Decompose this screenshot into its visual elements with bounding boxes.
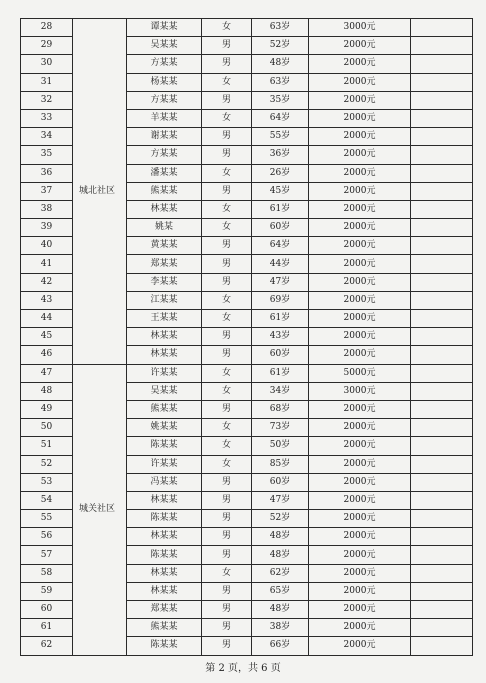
row-number-cell: 57 [21, 546, 73, 564]
name-cell: 王某某 [127, 310, 202, 328]
gender-cell: 男 [202, 546, 252, 564]
amount-cell: 2000元 [309, 310, 411, 328]
amount-cell: 2000元 [309, 182, 411, 200]
amount-cell: 2000元 [309, 582, 411, 600]
blank-cell [411, 310, 473, 328]
gender-cell: 男 [202, 237, 252, 255]
row-number-cell: 36 [21, 164, 73, 182]
amount-cell: 2000元 [309, 37, 411, 55]
blank-cell [411, 37, 473, 55]
gender-cell: 女 [202, 419, 252, 437]
row-number-cell: 39 [21, 219, 73, 237]
gender-cell: 女 [202, 73, 252, 91]
name-cell: 谢某某 [127, 128, 202, 146]
name-cell: 陈某某 [127, 546, 202, 564]
amount-cell: 2000元 [309, 510, 411, 528]
row-number-cell: 30 [21, 55, 73, 73]
amount-cell: 2000元 [309, 455, 411, 473]
amount-cell: 2000元 [309, 291, 411, 309]
age-cell: 69岁 [252, 291, 309, 309]
row-number-cell: 44 [21, 310, 73, 328]
amount-cell: 2000元 [309, 528, 411, 546]
row-number-cell: 56 [21, 528, 73, 546]
age-cell: 38岁 [252, 619, 309, 637]
amount-cell: 2000元 [309, 546, 411, 564]
age-cell: 60岁 [252, 473, 309, 491]
blank-cell [411, 473, 473, 491]
page-footer: 第 2 页，共 6 页 [205, 663, 281, 674]
blank-cell [411, 637, 473, 655]
table-body [21, 19, 473, 656]
blank-cell [411, 182, 473, 200]
amount-cell: 2000元 [309, 400, 411, 418]
name-cell: 林某某 [127, 528, 202, 546]
age-cell: 48岁 [252, 601, 309, 619]
blank-cell [411, 91, 473, 109]
row-number-cell: 45 [21, 328, 73, 346]
name-cell: 林某某 [127, 200, 202, 218]
amount-cell: 2000元 [309, 619, 411, 637]
gender-cell: 女 [202, 382, 252, 400]
blank-cell [411, 273, 473, 291]
gender-cell: 女 [202, 564, 252, 582]
row-number-cell: 47 [21, 364, 73, 382]
name-cell: 林某某 [127, 346, 202, 364]
gender-cell: 女 [202, 109, 252, 127]
blank-cell [411, 146, 473, 164]
age-cell: 35岁 [252, 91, 309, 109]
blank-cell [411, 437, 473, 455]
row-number-cell: 53 [21, 473, 73, 491]
blank-cell [411, 109, 473, 127]
age-cell: 61岁 [252, 310, 309, 328]
gender-cell: 女 [202, 164, 252, 182]
row-number-cell: 41 [21, 255, 73, 273]
amount-cell: 2000元 [309, 164, 411, 182]
gender-cell: 女 [202, 455, 252, 473]
amount-cell: 2000元 [309, 146, 411, 164]
gender-cell: 男 [202, 619, 252, 637]
row-number-cell: 61 [21, 619, 73, 637]
row-number-cell: 35 [21, 146, 73, 164]
amount-cell: 5000元 [309, 364, 411, 382]
amount-cell: 2000元 [309, 219, 411, 237]
gender-cell: 男 [202, 255, 252, 273]
amount-cell: 2000元 [309, 237, 411, 255]
age-cell: 50岁 [252, 437, 309, 455]
blank-cell [411, 219, 473, 237]
name-cell: 杨某某 [127, 73, 202, 91]
gender-cell: 男 [202, 328, 252, 346]
name-cell: 郑某某 [127, 601, 202, 619]
name-cell: 许某某 [127, 455, 202, 473]
table-row [21, 364, 473, 382]
age-cell: 85岁 [252, 455, 309, 473]
name-cell: 陈某某 [127, 510, 202, 528]
blank-cell [411, 237, 473, 255]
row-number-cell: 59 [21, 582, 73, 600]
row-number-cell: 42 [21, 273, 73, 291]
gender-cell: 男 [202, 346, 252, 364]
row-number-cell: 46 [21, 346, 73, 364]
amount-cell: 2000元 [309, 255, 411, 273]
age-cell: 45岁 [252, 182, 309, 200]
community-cell: 城关社区 [73, 364, 127, 655]
age-cell: 61岁 [252, 364, 309, 382]
gender-cell: 男 [202, 400, 252, 418]
age-cell: 64岁 [252, 109, 309, 127]
blank-cell [411, 364, 473, 382]
name-cell: 林某某 [127, 328, 202, 346]
age-cell: 55岁 [252, 128, 309, 146]
gender-cell: 男 [202, 37, 252, 55]
age-cell: 44岁 [252, 255, 309, 273]
blank-cell [411, 128, 473, 146]
blank-cell [411, 200, 473, 218]
age-cell: 68岁 [252, 400, 309, 418]
blank-cell [411, 528, 473, 546]
name-cell: 姚某 [127, 219, 202, 237]
name-cell: 林某某 [127, 564, 202, 582]
name-cell: 陈某某 [127, 437, 202, 455]
name-cell: 羊某某 [127, 109, 202, 127]
blank-cell [411, 455, 473, 473]
name-cell: 潘某某 [127, 164, 202, 182]
age-cell: 73岁 [252, 419, 309, 437]
name-cell: 李某某 [127, 273, 202, 291]
name-cell: 冯某某 [127, 473, 202, 491]
row-number-cell: 40 [21, 237, 73, 255]
name-cell: 熊某某 [127, 182, 202, 200]
age-cell: 36岁 [252, 146, 309, 164]
gender-cell: 男 [202, 55, 252, 73]
gender-cell: 男 [202, 473, 252, 491]
amount-cell: 2000元 [309, 419, 411, 437]
blank-cell [411, 328, 473, 346]
blank-cell [411, 164, 473, 182]
amount-cell: 2000元 [309, 637, 411, 655]
age-cell: 65岁 [252, 582, 309, 600]
amount-cell: 2000元 [309, 328, 411, 346]
blank-cell [411, 400, 473, 418]
name-cell: 姚某某 [127, 419, 202, 437]
row-number-cell: 62 [21, 637, 73, 655]
row-number-cell: 33 [21, 109, 73, 127]
row-number-cell: 58 [21, 564, 73, 582]
age-cell: 34岁 [252, 382, 309, 400]
amount-cell: 2000元 [309, 200, 411, 218]
amount-cell: 2000元 [309, 55, 411, 73]
name-cell: 林某某 [127, 491, 202, 509]
row-number-cell: 34 [21, 128, 73, 146]
gender-cell: 男 [202, 128, 252, 146]
row-number-cell: 32 [21, 91, 73, 109]
blank-cell [411, 255, 473, 273]
amount-cell: 2000元 [309, 601, 411, 619]
name-cell: 陈某某 [127, 637, 202, 655]
age-cell: 47岁 [252, 491, 309, 509]
gender-cell: 男 [202, 146, 252, 164]
blank-cell [411, 582, 473, 600]
age-cell: 63岁 [252, 73, 309, 91]
age-cell: 43岁 [252, 328, 309, 346]
blank-cell [411, 291, 473, 309]
amount-cell: 2000元 [309, 73, 411, 91]
amount-cell: 3000元 [309, 19, 411, 37]
amount-cell: 2000元 [309, 273, 411, 291]
gender-cell: 男 [202, 491, 252, 509]
age-cell: 47岁 [252, 273, 309, 291]
blank-cell [411, 491, 473, 509]
row-number-cell: 37 [21, 182, 73, 200]
name-cell: 方某某 [127, 91, 202, 109]
age-cell: 52岁 [252, 510, 309, 528]
gender-cell: 男 [202, 273, 252, 291]
row-number-cell: 52 [21, 455, 73, 473]
age-cell: 26岁 [252, 164, 309, 182]
blank-cell [411, 419, 473, 437]
blank-cell [411, 19, 473, 37]
age-cell: 60岁 [252, 346, 309, 364]
name-cell: 林某某 [127, 582, 202, 600]
age-cell: 48岁 [252, 55, 309, 73]
gender-cell: 女 [202, 291, 252, 309]
row-number-cell: 49 [21, 400, 73, 418]
age-cell: 61岁 [252, 200, 309, 218]
blank-cell [411, 382, 473, 400]
row-number-cell: 60 [21, 601, 73, 619]
name-cell: 许某某 [127, 364, 202, 382]
gender-cell: 男 [202, 637, 252, 655]
gender-cell: 女 [202, 219, 252, 237]
amount-cell: 2000元 [309, 564, 411, 582]
name-cell: 方某某 [127, 55, 202, 73]
name-cell: 方某某 [127, 146, 202, 164]
blank-cell [411, 546, 473, 564]
name-cell: 江某某 [127, 291, 202, 309]
row-number-cell: 51 [21, 437, 73, 455]
row-number-cell: 43 [21, 291, 73, 309]
row-number-cell: 50 [21, 419, 73, 437]
amount-cell: 3000元 [309, 382, 411, 400]
amount-cell: 2000元 [309, 437, 411, 455]
gender-cell: 女 [202, 19, 252, 37]
name-cell: 郑某某 [127, 255, 202, 273]
gender-cell: 男 [202, 510, 252, 528]
age-cell: 62岁 [252, 564, 309, 582]
blank-cell [411, 510, 473, 528]
name-cell: 吴某某 [127, 37, 202, 55]
age-cell: 64岁 [252, 237, 309, 255]
gender-cell: 男 [202, 182, 252, 200]
gender-cell: 女 [202, 200, 252, 218]
blank-cell [411, 619, 473, 637]
row-number-cell: 31 [21, 73, 73, 91]
table-row [21, 19, 473, 37]
gender-cell: 女 [202, 437, 252, 455]
blank-cell [411, 346, 473, 364]
gender-cell: 男 [202, 91, 252, 109]
row-number-cell: 55 [21, 510, 73, 528]
amount-cell: 2000元 [309, 346, 411, 364]
amount-cell: 2000元 [309, 473, 411, 491]
row-number-cell: 29 [21, 37, 73, 55]
age-cell: 60岁 [252, 219, 309, 237]
gender-cell: 男 [202, 601, 252, 619]
row-number-cell: 54 [21, 491, 73, 509]
name-cell: 谭某某 [127, 19, 202, 37]
blank-cell [411, 55, 473, 73]
amount-cell: 2000元 [309, 109, 411, 127]
blank-cell [411, 601, 473, 619]
name-cell: 熊某某 [127, 619, 202, 637]
row-number-cell: 48 [21, 382, 73, 400]
amount-cell: 2000元 [309, 128, 411, 146]
age-cell: 52岁 [252, 37, 309, 55]
age-cell: 66岁 [252, 637, 309, 655]
gender-cell: 男 [202, 582, 252, 600]
blank-cell [411, 564, 473, 582]
gender-cell: 男 [202, 528, 252, 546]
name-cell: 吴某某 [127, 382, 202, 400]
amount-cell: 2000元 [309, 91, 411, 109]
name-cell: 黄某某 [127, 237, 202, 255]
gender-cell: 女 [202, 364, 252, 382]
beneficiary-table [20, 18, 473, 656]
row-number-cell: 38 [21, 200, 73, 218]
age-cell: 63岁 [252, 19, 309, 37]
blank-cell [411, 73, 473, 91]
community-cell: 城北社区 [73, 19, 127, 365]
age-cell: 48岁 [252, 546, 309, 564]
name-cell: 熊某某 [127, 400, 202, 418]
row-number-cell: 28 [21, 19, 73, 37]
age-cell: 48岁 [252, 528, 309, 546]
amount-cell: 2000元 [309, 491, 411, 509]
gender-cell: 女 [202, 310, 252, 328]
